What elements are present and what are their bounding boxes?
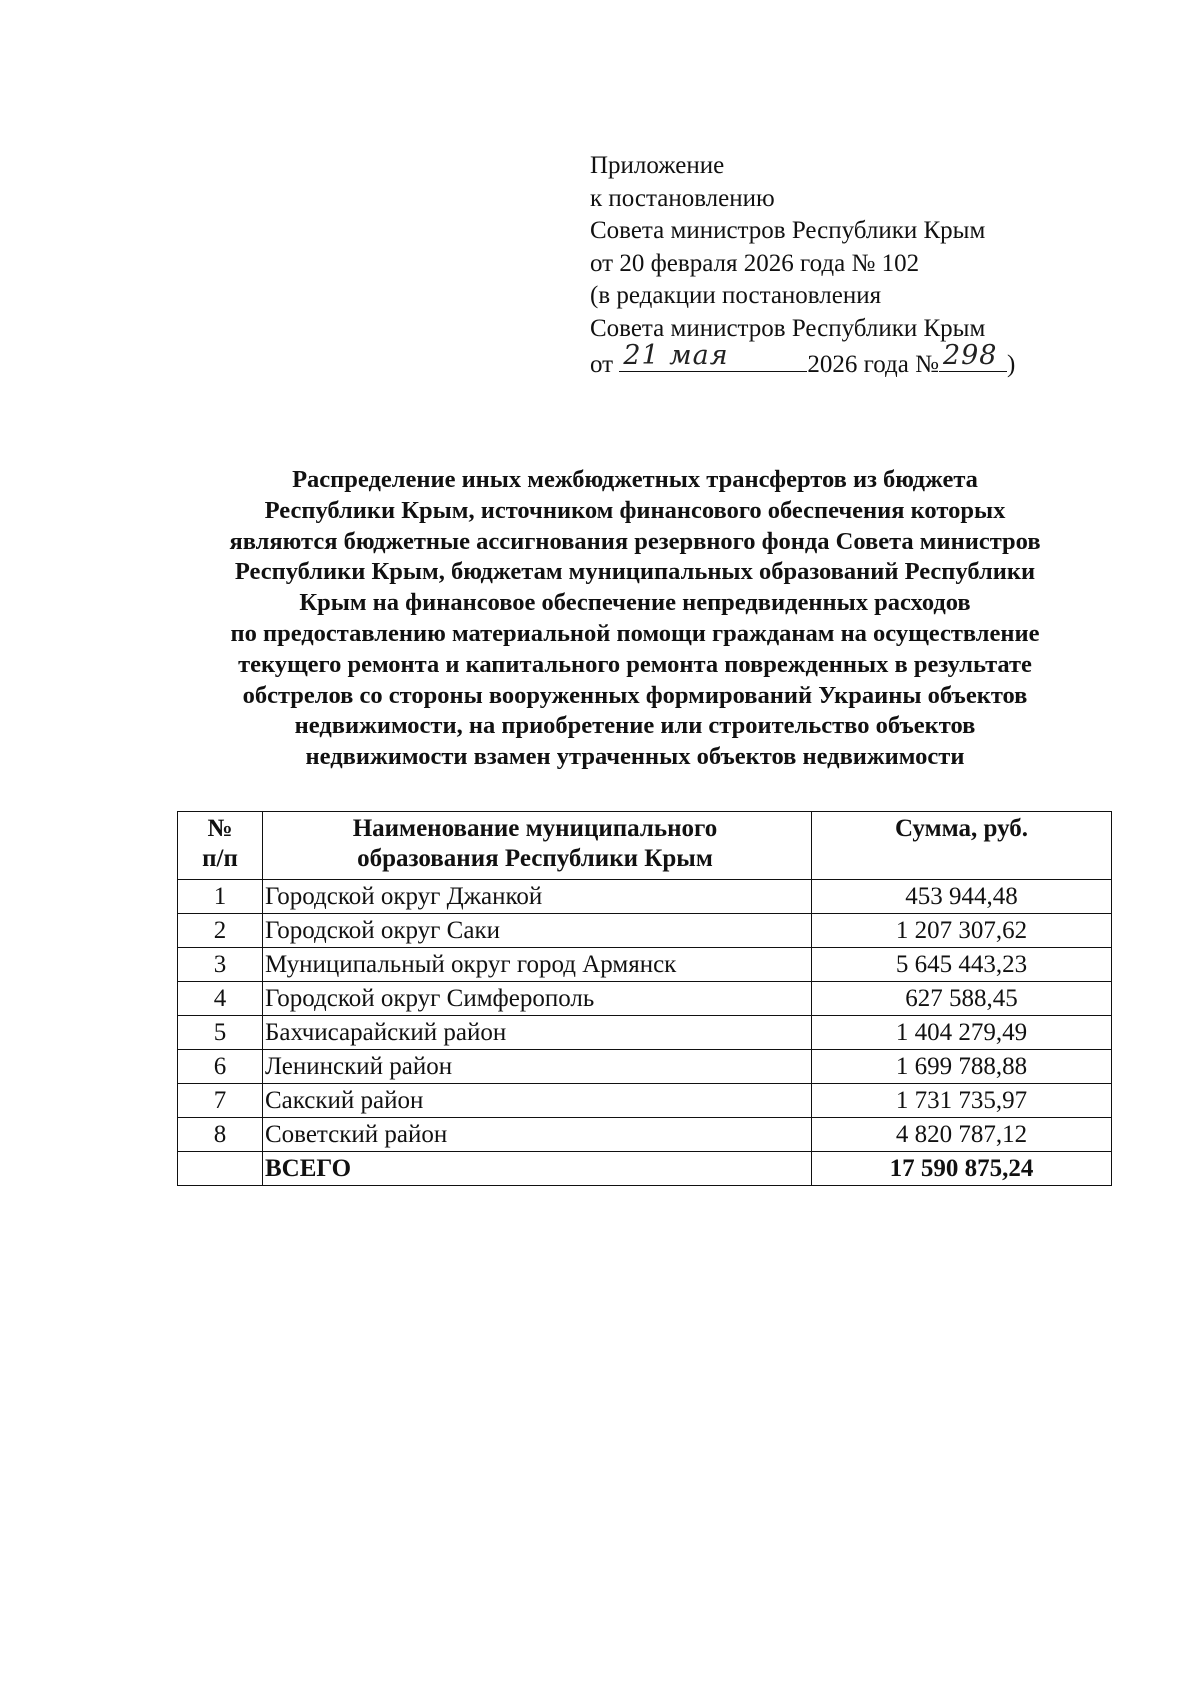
annex-line: Совета министров Республики Крым [590,217,986,244]
row-number: 3 [178,948,263,982]
handwritten-number-field [939,340,1007,372]
row-number: 1 [178,880,263,914]
table-row [178,948,1112,982]
row-municipality: Городской округ Джанкой [263,880,812,914]
row-municipality: Сакский район [263,1084,812,1118]
row-municipality: Бахчисарайский район [263,1016,812,1050]
header-name [263,812,812,880]
row-sum: 1 207 307,62 [812,914,1112,948]
table-header-row [178,812,1112,880]
title-line: Республики Крым, источником финансового обеспечения которых [264,496,1006,524]
title-line: являются бюджетные ассигнования резервного фонда Совета министров [229,527,1041,555]
title-line: Крым на финансовое обеспечение непредвиденных расходов [299,589,971,617]
row-municipality: Муниципальный округ город Армянск [263,948,812,982]
annex-line: Приложение [590,152,725,179]
row-number: 4 [178,982,263,1016]
table-row [178,1016,1112,1050]
row-number: 2 [178,914,263,948]
title-line: недвижимости, на приобретение или строительство объектов [294,712,976,740]
table-row [178,1050,1112,1084]
row-municipality: Советский район [263,1118,812,1152]
header-name-line: образования Республики Крым [357,845,713,872]
row-number: 8 [178,1118,263,1152]
annex-line: (в редакции постановления [590,282,882,309]
annex-line: от 20 февраля 2026 года № 102 [590,249,920,277]
allocation-table [177,811,1112,1186]
header-number [178,812,263,880]
header-number-symbol: № [207,815,233,842]
row-number: 7 [178,1084,263,1118]
header-sum: Сумма, руб. [812,812,1112,880]
row-sum: 627 588,45 [812,982,1112,1016]
row-municipality: Городской округ Симферополь [263,982,812,1016]
annex-line: к постановлению [590,184,775,212]
total-sum: 17 590 875,24 [812,1152,1112,1186]
row-municipality: Ленинский район [263,1050,812,1084]
row-sum: 1 699 788,88 [812,1050,1112,1084]
row-number: 6 [178,1050,263,1084]
annex-closing-paren: ) [1006,351,1016,378]
annex-date-prefix: от [590,351,614,378]
table-row [178,880,1112,914]
total-label: ВСЕГО [263,1152,812,1186]
row-sum: 453 944,48 [812,880,1112,914]
annex-line: Совета министров Республики Крым [590,314,986,342]
title-line: обстрелов со стороны вооруженных формирований Украины объектов [242,681,1028,709]
row-number: 5 [178,1016,263,1050]
total-number-cell [178,1152,263,1186]
table-row [178,1118,1112,1152]
title-line: по предоставлению материальной помощи гражданам на осуществление [230,619,1040,647]
row-sum: 1 404 279,49 [812,1016,1112,1050]
table-row [178,1084,1112,1118]
annex-amendment-line [590,340,1016,382]
annex-block [590,150,1015,382]
annex-year-text: 2026 года № [807,351,939,378]
title-line: текущего ремонта и капитального ремонта поврежденных в результате [238,650,1032,678]
document-title [160,465,1110,773]
handwritten-date: 21 мая [623,340,729,371]
handwritten-number: 298 [942,340,998,371]
table-row [178,914,1112,948]
row-sum: 4 820 787,12 [812,1118,1112,1152]
row-municipality: Городской округ Саки [263,914,812,948]
table-total-row [178,1152,1112,1186]
row-sum: 5 645 443,23 [812,948,1112,982]
header-name-line: Наименование муниципального [352,815,718,842]
table-row [178,982,1112,1016]
title-line: Республики Крым, бюджетам муниципальных образований Республики [234,558,1036,586]
handwritten-date-field [619,340,807,372]
title-line: Распределение иных межбюджетных трансфертов из бюджета [292,466,978,493]
title-line: недвижимости взамен утраченных объектов недвижимости [305,743,965,771]
header-number-abbrev: п/п [202,845,238,872]
row-sum: 1 731 735,97 [812,1084,1112,1118]
